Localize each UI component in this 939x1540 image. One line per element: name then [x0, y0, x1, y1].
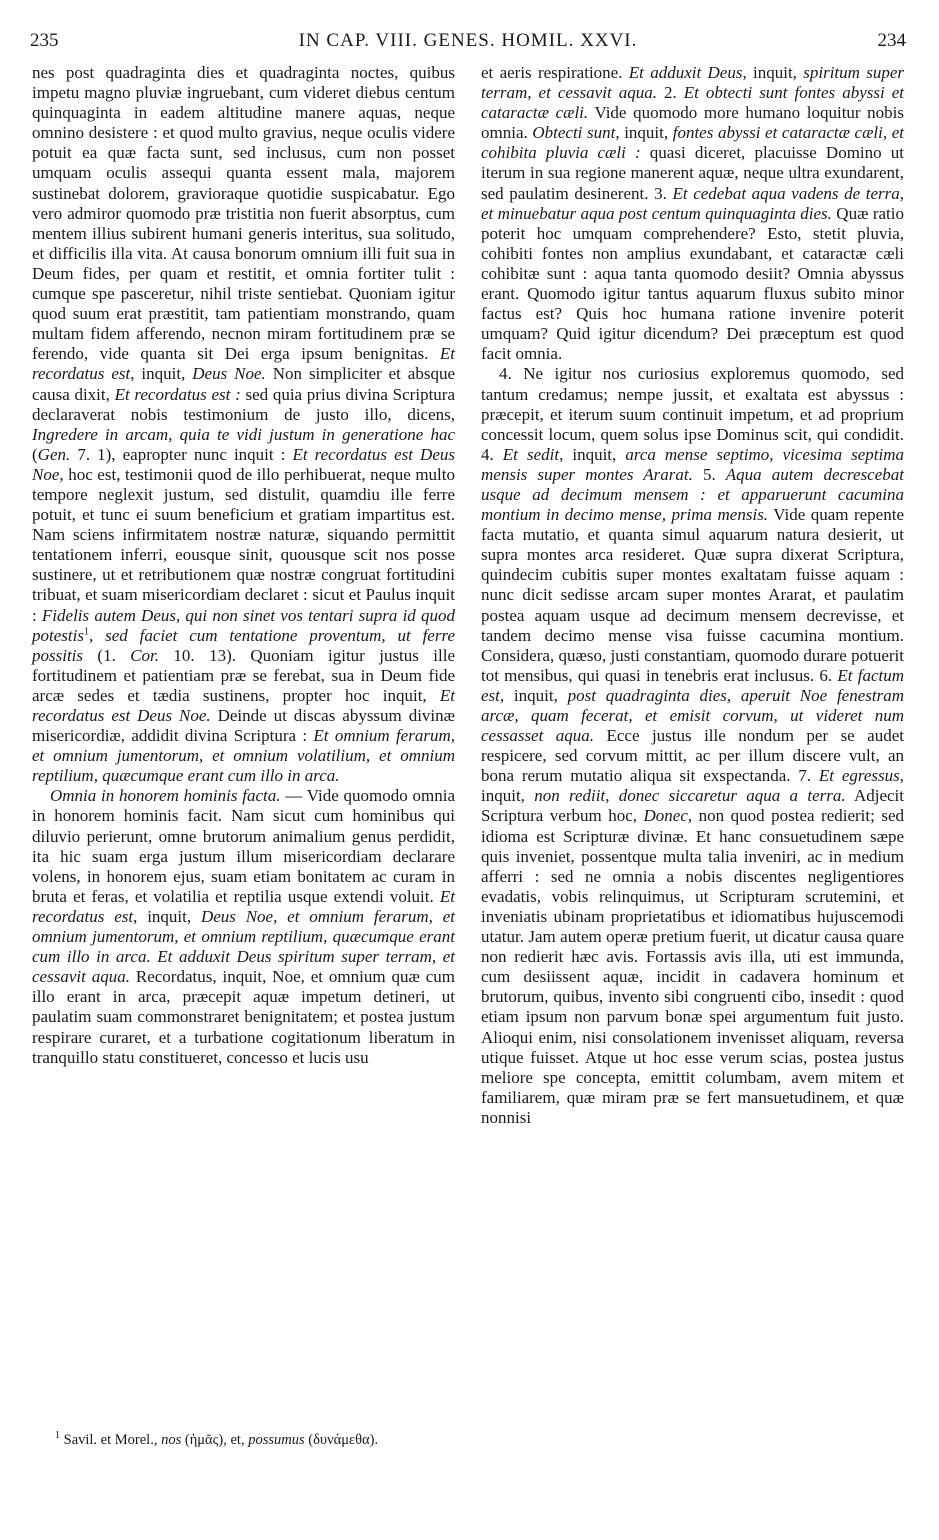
- text-run: 5.: [692, 464, 726, 484]
- italic-text: Et cedebat aqua vadens de terra, et minuebatur aqua post centum quinquaginta dies.: [481, 183, 905, 223]
- footnote: [55, 1432, 475, 1449]
- text-run: , inquit,: [615, 123, 673, 143]
- text-run: (1.: [83, 645, 131, 665]
- text-run: Savil. et Morel.,: [60, 1432, 162, 1448]
- text-run: , inquit,: [130, 364, 193, 384]
- paragraph: [32, 63, 455, 786]
- italic-text: Et adduxit Deus: [628, 63, 743, 82]
- italic-text: Gen.: [37, 444, 71, 464]
- footnote-marker: 1: [83, 625, 89, 637]
- italic-text: Et sedit: [502, 444, 560, 464]
- page-number-left: 235: [30, 30, 59, 51]
- text-run: 7. 1), eapropter nunc inquit :: [70, 444, 293, 464]
- text-run: 2.: [656, 83, 684, 103]
- italic-text: Omnia in honorem hominis facta.: [50, 786, 281, 806]
- text-run: et aeris respiratione.: [481, 63, 629, 82]
- italic-text: Et omnium ferarum, et omnium jumentorum, et omnium volatilium, et omnium reptilium, quæcumque erant cum illo in arca.: [32, 726, 455, 786]
- italic-text: post quadraginta dies, aperuit Noe fenestram arcæ, quam fecerat, et emisit corvum, ut videret num cessasset aqua.: [481, 685, 904, 746]
- text-run: , hoc est, testimonii quod de illo perhibuerat, neque multo tempore neglexit justum, sed distulit, quamdiu ille ferre potuit, et tunc ei suum beneficium et gratiam impartitus est. Nam sciens infirmitatem nostræ naturæ, siquando permittit tentationem inferri, eousque sinit, quousque scit nos posse sustinere, ut et retributionem quæ nostræ congruat fortitudini tribuat, et suam misericordiam declaret : sicut et Paulus inquit :: [32, 464, 455, 625]
- text-run: Ecce justus ille nondum per se audet respicere, sed corvum mittit, ac per illum discere vult, an bona rerum mutatio aliqua sit exspectanda. 7.: [481, 726, 904, 786]
- italic-text: Et recordatus est Deus Noe: [32, 444, 455, 484]
- italic-text: Et recordatus est: [32, 886, 455, 926]
- italic-text: possumus: [248, 1432, 305, 1448]
- text-run: Recordatus, inquit, Noe, et omnium quæ cum illo erant in arca, præcepit aquæ impetum detineri, ut paulatim suam commonstraret benignitatem; et postea justum respirare curaret, et a turbatione cogitationum liberatum in tranquillo statu constitueret, concesso et lucis usu: [32, 967, 455, 1067]
- italic-text: Deus Noe, et omnium ferarum, et omnium jumentorum, et omnium reptilium, quæcumque erant cum illo in arca. Et adduxit Deus spiritum super terram, et cessavit aqua.: [32, 906, 455, 987]
- text-run: Adjecit Scriptura verbum hoc,: [481, 786, 904, 826]
- italic-text: Et recordatus est Deus Noe.: [32, 685, 455, 725]
- text-run: Non simpliciter et absque causa dixit,: [32, 364, 455, 404]
- italic-text: spiritum super terram, et cessavit aqua.: [481, 63, 904, 103]
- text-run: Deinde ut discas abyssum divinæ misericordiæ, addidit divina Scriptura :: [32, 706, 455, 746]
- text-run: , inquit,: [559, 444, 626, 464]
- text-run: (ἡμᾶς), et,: [181, 1432, 249, 1448]
- text-run: (: [32, 444, 38, 464]
- italic-text: Et recordatus est: [32, 344, 455, 384]
- text-run: , inquit,: [133, 906, 201, 926]
- text-run: 10. 13). Quoniam igitur justus ille fortitudinem et patientiam præ se ferebat, sua in Deum fide arcæ sedes et tædia sustinens, propter hoc inquit,: [32, 645, 455, 705]
- italic-text: Aqua autem decrescebat usque ad decimum mensem : et apparuerunt cacumina montium in decimo mense, prima mensis.: [481, 464, 904, 525]
- italic-text: Cor.: [130, 645, 160, 665]
- italic-text: non rediit, donec siccaretur aqua a terra.: [534, 786, 846, 806]
- text-run: , inquit,: [481, 766, 904, 806]
- footnote-marker: 1: [55, 1430, 60, 1442]
- right-column: [481, 63, 904, 1128]
- paragraph: [481, 364, 904, 1128]
- italic-text: Deus Noe.: [192, 364, 266, 384]
- running-title: IN CAP. VIII. GENES. HOMIL. XXVI.: [298, 30, 638, 51]
- italic-text: Et egressus: [818, 766, 900, 786]
- text-run: Quæ ratio poterit hoc umquam comprehendere? Esto, stetit pluvia, cohibiti fontes non amplius exundabant, et cataractæ cæli cohibitæ sunt : aqua tanta quomodo desiit? Omnia abyssus erant. Quomodo igitur tantus aquarum fluxus subito minor factus est? Quis hoc humana ratione invenire poterit umquam? Quid igitur dicendum? Dei præceptum est quod facit omnia.: [481, 203, 904, 364]
- italic-text: Fidelis autem Deus, qui non sinet vos tentari supra id quod potestis: [32, 605, 455, 645]
- left-column: [32, 63, 455, 1068]
- text-run: sed quia prius divina Scriptura declaraverat nobis testimonium de justo illo, dicens,: [32, 384, 455, 424]
- italic-text: arca mense septimo, vicesima septima mensis super montes Ararat.: [481, 444, 905, 484]
- running-header: [30, 30, 906, 56]
- text-run: Vide quomodo more humano loquitur nobis omnia.: [481, 103, 905, 143]
- paragraph: [481, 63, 904, 364]
- text-run: , inquit,: [499, 685, 568, 705]
- text-run: , inquit,: [742, 63, 804, 82]
- text-run: quasi diceret, placuisse Domino ut iterum in sua regione manerent aquæ, neque ultra exundarent, sed paulatim desinerent. 3.: [481, 143, 905, 203]
- italic-text: Donec: [643, 806, 688, 826]
- italic-text: Et factum est: [481, 665, 904, 705]
- italic-text: Et obtecti sunt fontes abyssi et cataractæ cæli.: [481, 83, 904, 123]
- italic-text: Ingredere in arcam, quia te vidi justum in generatione hac: [32, 424, 455, 444]
- italic-text: fontes abyssi et cataractæ cæli, et cohibita pluvia cæli :: [481, 123, 904, 163]
- page-number-right: 234: [877, 30, 906, 51]
- italic-text: nos: [161, 1432, 182, 1448]
- text-run: ,: [88, 625, 106, 645]
- text-run: , non quod postea redierit; sed idioma est Scripturæ divinæ. Et hanc consuetudinem sæpe quis inveniet, possentque multa talia inveniri, ac in medium afferri : sed ne omnia a nobis discentes negligentiores evadatis, vobis relinquimus, ut Scripturam scrutemini, et inveniatis ubinam proprietatibus et idiomatibus hujuscemodi utatur. Jam autem operæ pretium fuerit, ut dicatur causa quare non redierit hæc avis. Fortassis avis illa, uti est immunda, cum desiissent aquæ, incidit in cadavera hominum et brutorum, quibus, invento sibi congruenti cibo, insedit : quod etiam ipsum non parvum bonæ spei argumentum fuit justo. Alioqui enim, nisi consolationem invenisset aliquam, reversa utique fuisset. Atque ut hoc esse verum scias, postea justus meliore spe concepta, emittit columbam, avem mitem et familiarem, quæ miram præ se fert mansuetudinem, et quæ nonnisi: [481, 806, 904, 1127]
- text-run: nes post quadraginta dies et quadraginta noctes, quibus impetu magno pluviæ ingruebant, cum videret diebus centum quinquaginta in eadem altitudine manere aquas, neque omnino desistere : et quod multo gravius, neque oculis videre potuit ea quæ facta sunt, sed inclusus, cum non posset umquam oculis assequi quanta essent mala, majorem sustinebat dolorem, gravioraque quotidie suspicabatur. Ego vero admiror quomodo præ tristitia non fuerit absorptus, cum mentem illius subirent humani generis interitus, sua solitudo, et difficilis illa vita. At causa bonorum omnium illi fuit sua in Deum fides, per quam et restitit, et omnia fortiter tulit : cumque spe pasceretur, nihil triste sentiebat. Quoniam igitur quod suum erat præstitit, tam patientiam monstrando, quam multam fidem afferendo, necnon miram fortitudinem præ se ferendo, vide quanta sit Dei erga ipsum benignitas.: [32, 63, 455, 364]
- paragraph: [32, 786, 455, 1067]
- text-run: — Vide quomodo omnia in honorem hominis facit. Nam sicut cum hominibus qui diluvio perierunt, omne brutorum animalium genus perdidit, ita hic suam erga justum illum misericordiam declarare volens, in honorem ejus, suam etiam bonitatem ac curam in bruta et feras, et volatilia et reptilia usque extendi voluit.: [32, 786, 456, 906]
- italic-text: sed faciet cum tentatione proventum, ut ferre possitis: [32, 625, 455, 665]
- text-run: Vide quam repente facta mutatio, et quanta simul aquarum natura desierit, ut supra montes arca resideret. Quæ supra dixerat Scriptura, quindecim cubitis super montes exaltatam fuisse aquam : nunc dicit sedisse arcam super montes Ararat, et paulatim postea aquam usque ad decimum mensem decrevisse, et tandem decimo mense visa fuisse cacumina montium. Considera, quæso, justi constantiam, quomodo durare potuerit tot mensibus, qui quasi in tenebris erat inclusus. 6.: [481, 505, 904, 685]
- text-run: (δυνάμεθα).: [304, 1432, 379, 1448]
- italic-text: Et recordatus est :: [114, 384, 241, 404]
- italic-text: Obtecti sunt: [532, 123, 616, 143]
- text-run: 4. Ne igitur nos curiosius exploremus quomodo, sed tantum credamus; nempe jussit, et exaltata est abyssus : præcepit, et iterum suum continuit impetum, et ad proprium concessit locum, quem solus ipse Dominus scit, qui condidit. 4.: [481, 364, 904, 464]
